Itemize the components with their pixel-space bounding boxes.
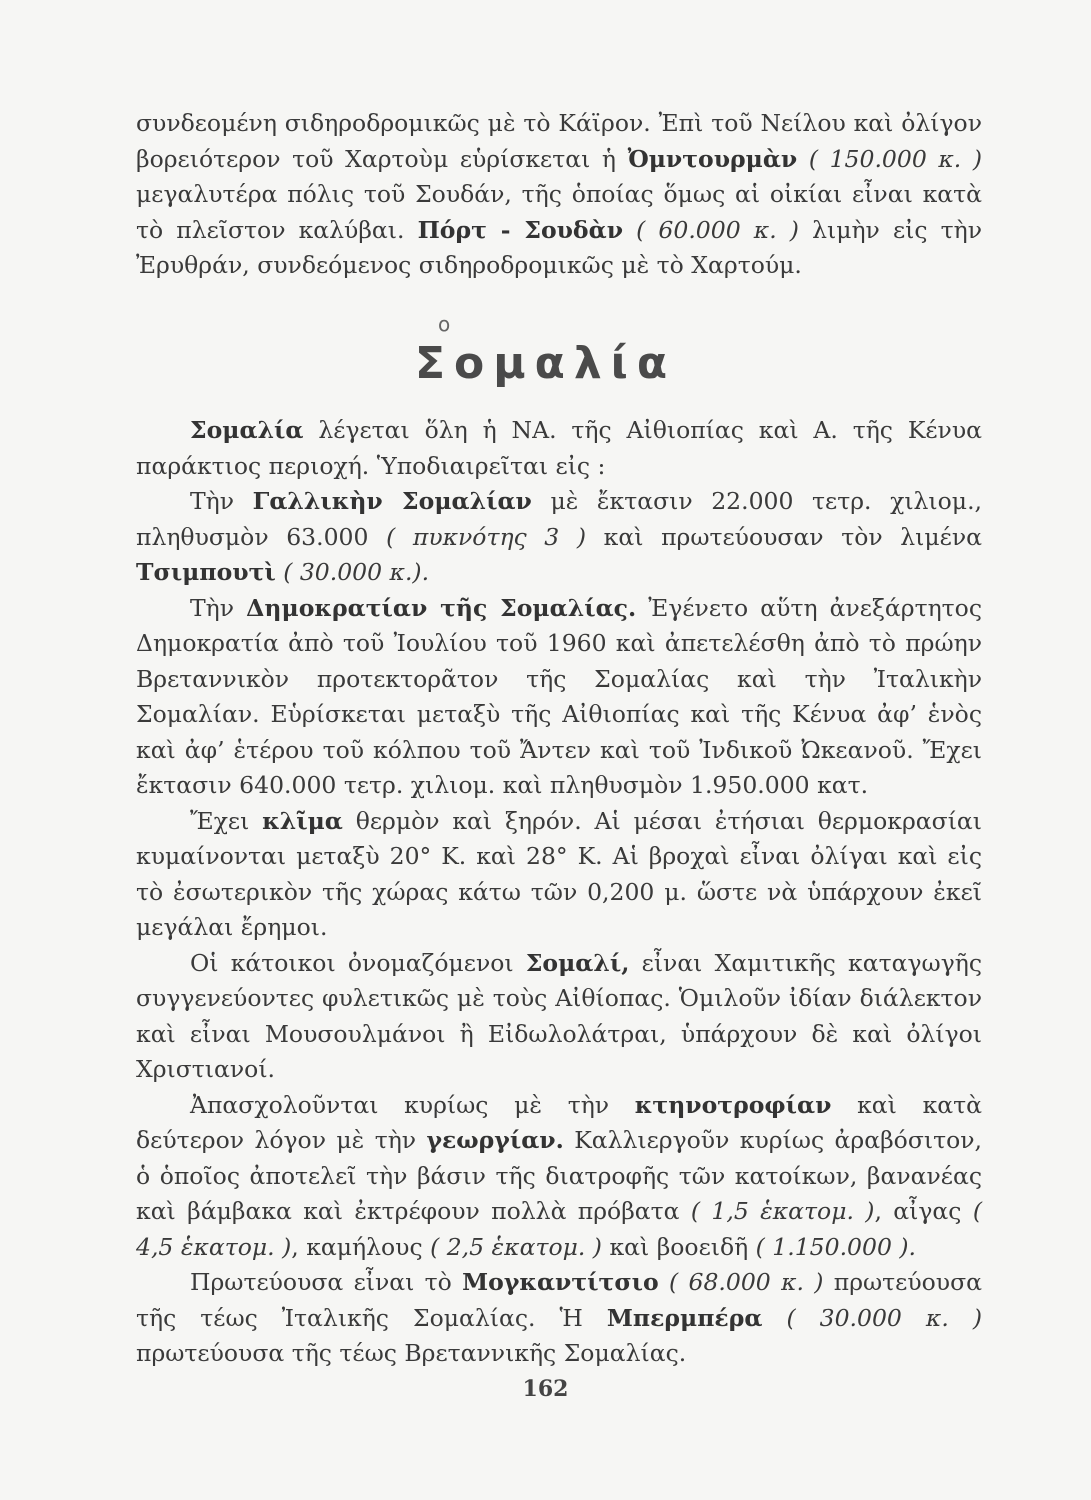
population-port-sudan: ( 60.000 κ. ) bbox=[623, 215, 799, 244]
city-port-sudan: Πόρτ - Σουδὰν bbox=[417, 215, 624, 244]
text-run: πρωτεύουσα τῆς τέως Ἰταλικῆς Σομαλίας. Ἡ bbox=[136, 1268, 982, 1332]
text-run: Οἱ κάτοικοι ὀνομαζόμενοι bbox=[190, 948, 526, 977]
text-run: Πρωτεύουσα εἶναι τὸ bbox=[190, 1268, 463, 1296]
text-run: Τὴν bbox=[190, 593, 247, 622]
page-number: 162 bbox=[522, 1376, 569, 1402]
text-run: καὶ βοοειδῆ bbox=[601, 1232, 756, 1261]
text-run: καὶ πρωτεύουσαν τὸν λιμένα bbox=[586, 522, 982, 551]
paragraph-intro bbox=[136, 413, 982, 484]
term-agriculture: γεωργίαν. bbox=[426, 1126, 564, 1154]
text-run: Ἀπασχολοῦνται κυρίως μὲ τὴν bbox=[190, 1090, 635, 1119]
paragraph-sudan-cities bbox=[136, 106, 982, 284]
text-run: συνδεομένη σιδηροδρομικῶς μὲ τὸ Κάϊρον. Ἐπὶ τοῦ Νείλου καὶ ὀλίγον βορειότερον τοῦ Χαρτοὺμ εὑρίσκεται ἡ bbox=[136, 109, 982, 173]
text-run: εἶναι Χαμιτικῆς καταγωγῆς συγγενεύοντες φυλετικῶς μὲ τοὺς Αἰθίοπας. Ὁμιλοῦν ἰδίαν διάλεκτον καὶ εἶναι Μουσουλμάνοι ἢ Εἰδωλολάτραι, ὑπάρχουν δὲ καὶ ὀλίγοι Χριστιανοί. bbox=[136, 948, 982, 1083]
text-run: μὲ ἔκτασιν 22.000 τετρ. χιλιομ., πληθυσμὸν 63.000 bbox=[136, 487, 983, 551]
text-run: πρωτεύουσα τῆς τέως Βρεταννικῆς Σομαλίας. bbox=[136, 1339, 687, 1367]
text-run: θερμὸν καὶ ξηρόν. Αἱ μέσαι ἐτήσιαι θερμοκρασίαι κυμαίνονται μεταξὺ 20° Κ. καὶ 28° Κ. Αἱ βροχαὶ εἶναι ὀλίγαι καὶ εἰς τὸ ἐσωτερικὸν τῆς χώρας κάτω τῶν 0,200 μ. ὥστε νὰ ὑπάρχουν ἐκεῖ μεγάλαι ἔρημοι. bbox=[136, 806, 982, 941]
count-goats: ( 4,5 ἑκατομ. ) bbox=[136, 1197, 982, 1261]
paragraph-people bbox=[136, 946, 982, 1088]
term-livestock: κτηνοτροφίαν bbox=[634, 1090, 832, 1119]
population-mogadishu: ( 68.000 κ. ) bbox=[658, 1268, 824, 1296]
count-camels: ( 2,5 ἑκατομ. ) bbox=[430, 1232, 602, 1261]
city-omdurman: Ὀμντουρμὰν bbox=[627, 144, 798, 173]
term-climate: κλῖμα bbox=[262, 806, 343, 835]
term-somalia: Σομαλία bbox=[190, 416, 304, 444]
text-run: Καλλιεργοῦν κυρίως ἀραβόσιτον, ὁ ὁποῖος ἀποτελεῖ τὴν βάσιν τῆς διατροφῆς τῶν κατοίκων, βανανέας καὶ βάμβακα καὶ ἐκτρέφουν πολλὰ πρόβατα bbox=[136, 1126, 982, 1225]
text-run: , καμήλους bbox=[291, 1232, 431, 1261]
count-cattle: ( 1.150.000 ). bbox=[755, 1232, 917, 1261]
text-run: καὶ κατὰ δεύτερον λόγον μὲ τὴν bbox=[136, 1090, 982, 1154]
paragraph-climate bbox=[136, 804, 982, 946]
paragraph-republic bbox=[136, 591, 982, 804]
term-french-somaliland: Γαλλικὴν Σομαλίαν bbox=[252, 487, 532, 515]
text-run: λιμὴν εἰς τὴν Ἐρυθράν, συνδεόμενος σιδηροδρομικῶς μὲ τὸ Χαρτούμ. bbox=[136, 215, 983, 279]
text-run: , αἶγας bbox=[874, 1197, 973, 1225]
text-run: λέγεται ὅλη ἡ ΝΑ. τῆς Αἰθιοπίας καὶ Α. τῆς Κένυα παράκτιος περιοχή. Ὑποδιαιρεῖται εἰς : bbox=[136, 416, 982, 480]
handwritten-annotation: ο bbox=[438, 312, 451, 336]
text-run: Τὴν bbox=[190, 487, 253, 515]
top-text-block bbox=[136, 106, 982, 284]
city-djibouti: Τσιμπουτὶ bbox=[136, 558, 276, 586]
city-berbera: Μπερμπέρα bbox=[606, 1303, 763, 1332]
text-run: μεγαλυτέρα πόλις τοῦ Σουδάν, τῆς ὁποίας ὅμως αἱ οἰκίαι εἶναι κατὰ τὸ πλεῖστον καλύβαι. bbox=[136, 180, 982, 244]
city-mogadishu: Μογκαντίτσιο bbox=[462, 1268, 659, 1296]
density-note: ( πυκνότης 3 ) bbox=[386, 522, 587, 551]
count-sheep: ( 1,5 ἑκατομ. ) bbox=[690, 1197, 875, 1225]
term-somali: Σομαλί, bbox=[525, 948, 630, 977]
text-run: Ἔχει bbox=[190, 806, 263, 835]
population-djibouti: ( 30.000 κ.). bbox=[275, 558, 430, 586]
paragraph-french-somaliland bbox=[136, 484, 982, 591]
population-omdurman: ( 150.000 κ. ) bbox=[797, 144, 982, 173]
main-text-block bbox=[136, 413, 982, 1372]
section-title: Σομαλία bbox=[414, 338, 677, 389]
paragraph-capitals bbox=[136, 1265, 982, 1372]
paragraph-economy bbox=[136, 1088, 982, 1266]
population-berbera: ( 30.000 κ. ) bbox=[762, 1303, 982, 1332]
text-run: Ἐγένετο αὕτη ἀνεξάρτητος Δημοκρατία ἀπὸ τοῦ Ἰουλίου τοῦ 1960 καὶ ἀπετελέσθη ἀπὸ τὸ πρώην Βρεταννικὸν προτεκτορᾶτον τῆς Σομαλίας καὶ τὴν Ἰταλικὴν Σομαλίαν. Εὑρίσκεται μεταξὺ τῆς Αἰθιοπίας καὶ τῆς Κένυα ἀφ’ ἑνὸς καὶ ἀφ’ ἑτέρου τοῦ κόλπου τοῦ Ἄντεν καὶ τοῦ Ἰνδικοῦ Ὠκεανοῦ. Ἔχει ἔκτασιν 640.000 τετρ. χιλιομ. καὶ πληθυσμὸν 1.950.000 κατ. bbox=[136, 593, 982, 799]
term-republic-somalia: Δημοκρατίαν τῆς Σομαλίας. bbox=[246, 593, 637, 622]
